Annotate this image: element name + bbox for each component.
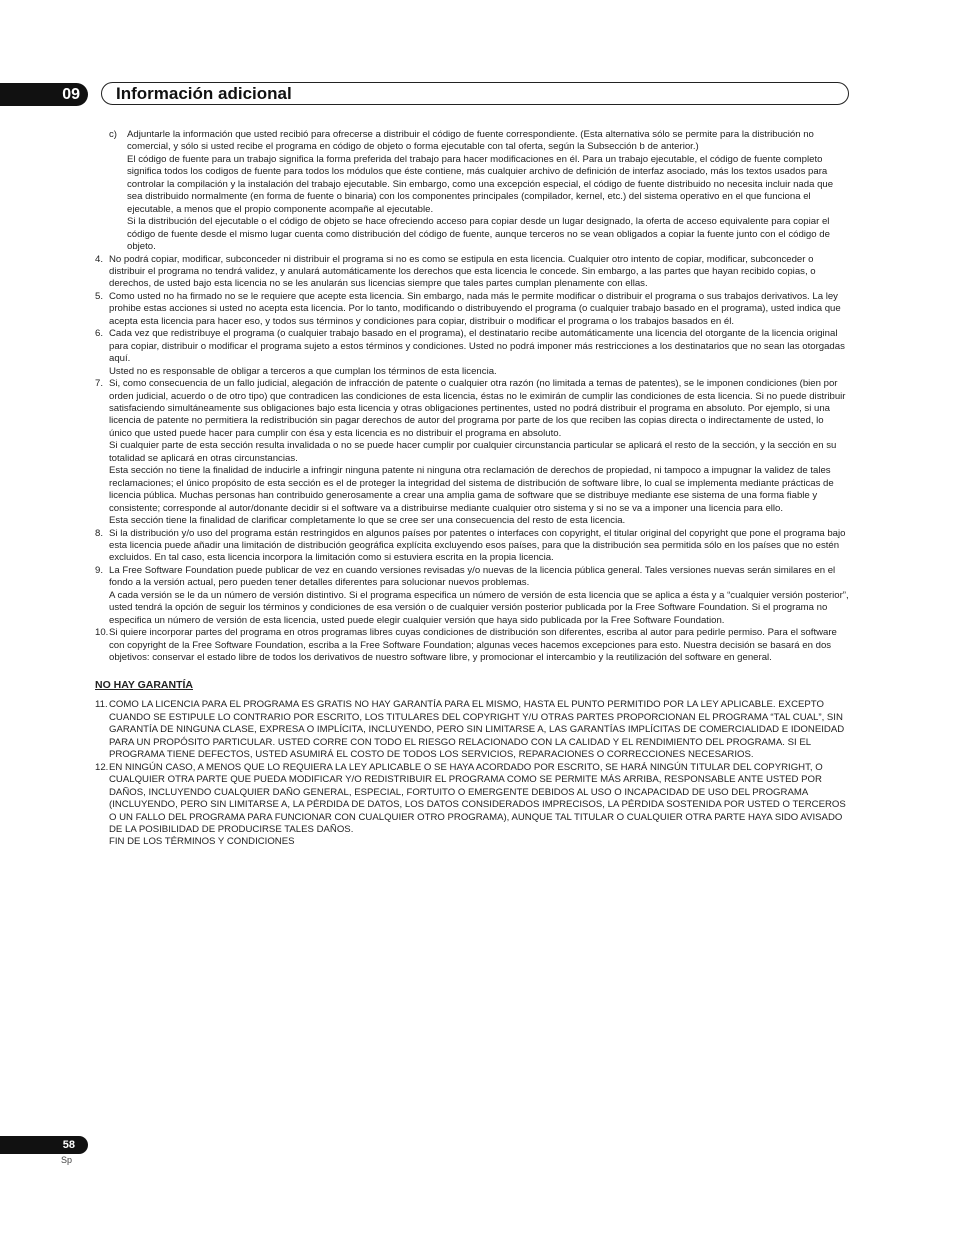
list-item: [95, 378, 849, 527]
paragraph: Adjuntarle la información que usted recibió para ofrecerse a distribuir el código de fuente correspondiente. (Esta alternativa sólo se permite para la distribución no comercial, y sólo si usted recibe el programa en código de objeto o forma ejecutable con tal oferta, según la Subsección b de anterior.): [127, 129, 814, 153]
list-item: [95, 328, 849, 378]
paragraph: No podrá copiar, modificar, subconceder ni distribuir el programa si no es como se estipula en esta licencia. Cualquier otro intento de copiar, modificar, subconceder o distribuir el programa no tendrá validez, y anulará automáticamente los derechos que esta licencia le concede. Sin embargo, a las partes que hayan recibido copias, o derechos, de usted bajo esta licencia no se les anularán sus licencias siempre que tales partes cumplan plenamente con ellas.: [109, 253, 816, 290]
paragraph: Si la distribución del ejecutable o el código de objeto se hace ofreciendo acceso para copiar desde un lugar designado, la oferta de acceso equivalente para copiar el código de fuente desde el mismo lugar cuenta como distribución del código de fuente, aunque terceros no se vean obligados a copiar la fuente junto con el código de objeto.: [127, 216, 830, 253]
paragraph: A cada versión se le da un número de versión distintivo. Si el programa especifica un número de versión de esta licencia que se aplica a ésta y a “cualquier versión posterior”, usted tendrá la opción de seguir los términos y condiciones de esa versión o de cualquier versión posterior publicada por la Free Software Foundation. Si el programa no especifica un número de versión de esta licencia, usted puede elegir cualquier versión que haya sido publicada por la Free Software Foundation.: [109, 589, 849, 626]
list-item: [95, 565, 849, 627]
page-number-badge: 58: [0, 1136, 88, 1154]
paragraph: Si quiere incorporar partes del programa en otros programas libres cuyas condiciones de distribución son diferentes, escriba al autor para pedirle permiso. Para el software con copyright de la Free Software Foundation, escriba a la Free Software Foundation; algunas veces hacemos excepciones para esto. Nuestra decisión se basará en dos objetivos: conservar el estado libre de todos los derivativos de nuestro software libre, y promocionar el intercambio y la reutilización del software en general.: [109, 627, 837, 664]
list-item: [95, 528, 849, 565]
language-code: Sp: [61, 1155, 73, 1165]
list-item: [109, 129, 849, 254]
paragraph: El código de fuente para un trabajo significa la forma preferida del trabajo para hacer modificaciones en él. Para un trabajo ejecutable, el código de fuente completo significa todos los codigos de fuente para todos los módulos que éste contiene, más cualquier archivo de definición de interfaz asociado, más los textos usados para controlar la compilación y la instalación del trabajo ejecutable. Sin embargo, como una excepción especial, el código de fuente distribuido no necesita incluir nada que sea distribuido normalmente (en forma de fuente o binaria) con los componentes principales (compilador, kernel, etc.) del sistema operativo en el que funciona el ejecutable, a menos que el propio componente acompañe al ejecutable.: [127, 153, 834, 215]
paragraph: COMO LA LICENCIA PARA EL PROGRAMA ES GRATIS NO HAY GARANTÍA PARA EL MISMO, HASTA EL PUNTO PERMITIDO POR LA LEY APLICABLE. EXCEPTO CUANDO SE ESTIPULE LO CONTRARIO POR ESCRITO, LOS TITULARES DEL COPYRIGHT Y/U OTRAS PARTES PROPORCIONAN EL PROGRAMA “TAL CUAL”, SIN GARANTÍA DE NINGUNA CLASE, EXPRESA O IMPLÍCITA, INCLUYENDO, PERO SIN LIMITARSE A, LAS GARANTÍAS IMPLÍCITAS DE COMERCIALIDAD E IDONEIDAD PARA UN PROPÓSITO PARTICULAR. USTED CORRE CON TODO EL RIESGO RELACIONADO CON LA CALIDAD Y EL RENDIMIENTO DEL PROGRAMA. SI EL PROGRAMA TIENE DEFECTOS, USTED ASUMIRÁ EL COSTO DE TODOS LOS SERVICIOS, REPARACIONES O CORRECCIONES NECESARIOS.: [109, 699, 845, 761]
item-number: 5.: [95, 290, 104, 302]
item-number: 11.: [95, 699, 108, 711]
list-item: [95, 254, 849, 291]
list-item: [95, 699, 849, 761]
paragraph: Como usted no ha firmado no se le requiere que acepte esta licencia. Sin embargo, nada más le permite modificar o distribuir el programa o sus trabajos derivativos. La ley prohibe estas acciones si usted no acepta esta licencia. Por lo tanto, modificando o distribuyendo el programa (o cualquier trabajo basado en el programa), usted indica que acepta esta licencia para hacer eso, y todos sus términos y condiciones para copiar, distribuir o modificar el programa o los trabajos basados en él.: [109, 290, 841, 327]
paragraph: EN NINGÚN CASO, A MENOS QUE LO REQUIERA LA LEY APLICABLE O SE HAYA ACORDADO POR ESCRITO, SE HARÁ NINGÚN TITULAR DEL COPYRIGHT, O CUALQUIER OTRA PARTE QUE PUEDA MODIFICAR Y/O REDISTRIBUIR EL PROGRAMA COMO SE PERMITE MÁS ARRIBA, RESPONSABLE ANTE USTED POR DAÑOS, INCLUYENDO CUALQUIER DAÑO GENERAL, ESPECIAL, FORTUITO O EMERGENTE DEBIDOS AL USO O INCAPACIDAD DE USO DEL PROGRAMA (INCLUYENDO, PERO SIN LIMITARSE A, LA PÉRDIDA DE DATOS, LOS DATOS CONSIDERADOS IMPRECISOS, LA PÉRDIDA SOSTENIDA POR USTED O TERCEROS O UN FALLO DEL PROGRAMA PARA FUNCIONAR CON CUALQUIER OTRO PROGRAMA), AUNQUE TAL TITULAR O CUALQUIER OTRA PARTE HAYA SIDO AVISADO DE LA POSIBILIDAD DE PRODUCIRSE TALES DAÑOS.: [109, 761, 846, 836]
chapter-title: Información adicional: [101, 82, 849, 105]
item-number: 10.: [95, 627, 109, 639]
paragraph: Si la distribución y/o uso del programa están restringidos en algunos países por patentes o interfaces con copyright, el titular original del copyright que pone el programa bajo esta licencia puede añadir una limitación de distribución geográfica explícita excluyendo esos países, para que la distribución sea permitida sólo en los países que no estén excluidos. En tal caso, esta licencia incorpora la limitación como si estuviera escrita en la propia licencia.: [109, 527, 846, 564]
item-number: 9.: [95, 564, 104, 576]
item-number: 4.: [95, 253, 104, 265]
paragraph: Usted no es responsable de obligar a terceros a que cumplan los términos de esta licencia.: [109, 365, 497, 377]
item-number: 6.: [95, 328, 104, 340]
section-heading-warranty: NO HAY GARANTÍA: [95, 679, 194, 692]
item-number: 7.: [95, 378, 104, 390]
item-number: c): [109, 129, 117, 140]
paragraph: Esta sección no tiene la finalidad de inducirle a infringir ninguna patente ni ninguna otra reclamación de derechos de propiedad, ni tampoco a impugnar la validez de tales reclamaciones; el único propósito de esta sección es el de proteger la integridad del sistema de distribución de software libre, lo cual se implementa mediante prácticas de licencia pública. Muchas personas han contribuido generosamente a crear una amplia gama de software que se distribuye mediante ese sistema de una forma fiable y consistente; corresponde al autor/donante decidir si el software va a distribuirse mediante cualquier otro sistema y si no se va a imponer una licencia para ello.: [109, 465, 834, 514]
paragraph: Esta sección tiene la finalidad de clarificar completamente lo que se cree ser una consecuencia del resto de esta licencia.: [109, 515, 626, 527]
list-item: [95, 291, 849, 328]
paragraph: FIN DE LOS TÉRMINOS Y CONDICIONES: [109, 836, 295, 848]
paragraph: Cada vez que redistribuye el programa (o cualquier trabajo basado en el programa), el destinatario recibe automáticamente una licencia del otorgante de la licencia original para copiar, distribuir o modificar el programa sujeto a estos términos y condiciones. Usted no podrá imponer más restricciones a los destinatarios que no sean las otorgadas aquí.: [109, 328, 845, 365]
list-item: [95, 762, 849, 849]
paragraph: La Free Software Foundation puede publicar de vez en cuando versiones revisadas y/o nuevas de la licencia pública general. Tales versiones nuevas serán similares en el fondo a la versión actual, pero pueden tener detalles diferentes para solucionar nuevos problemas.: [109, 564, 836, 589]
paragraph: Si, como consecuencia de un fallo judicial, alegación de infracción de patente o cualquier otra razón (no limitada a temas de patentes), se le imponen condiciones (bien por orden judicial, acuerdo o de otro tipo) que contradicen las condiciones de esta licencia, éstas no le eximirán de cumplir las condiciones de esta licencia. Si no puede distribuir satisfaciendo simultáneamente sus obligaciones bajo esta licencia y otras obligaciones pertinentes, usted no podrá distribuir el programa en absoluto. Por ejemplo, si una licencia de patente no permitiera la redistribución sin pagar derechos de autor del programa por parte de los que reciben las copias directa o indirectamente de usted, lo único que usted puede hacer para cumplir con ésa y esta licencia es no distribuir el programa en absoluto.: [109, 378, 846, 439]
item-number: 8.: [95, 527, 104, 539]
license-text: [95, 129, 849, 849]
item-number: 12.: [95, 761, 109, 773]
chapter-number-badge: 09: [0, 83, 88, 106]
list-item: [95, 627, 849, 664]
paragraph: Si cualquier parte de esta sección resulta invalidada o no se puede hacer cumplir por cualquier circunstancia particular se aplicará el resto de la sección, y la sección en su totalidad se aplicará en otras circunstancias.: [109, 440, 837, 464]
